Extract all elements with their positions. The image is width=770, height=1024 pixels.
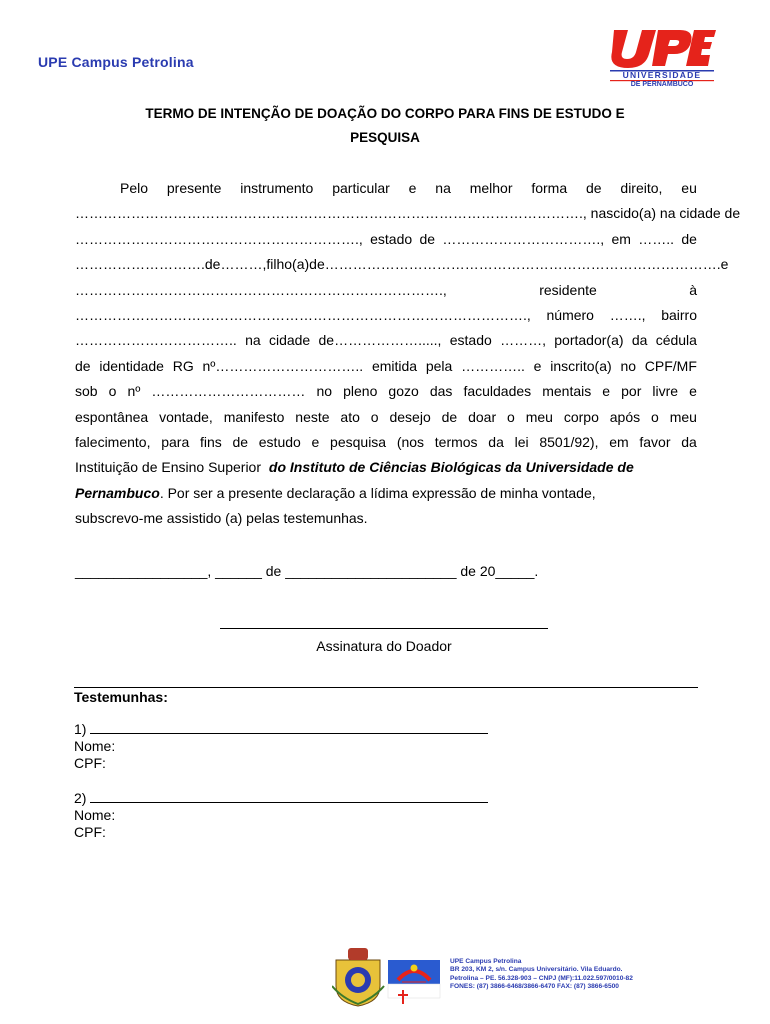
footer-address [450,958,633,991]
body-word: ……., [609,307,646,324]
body-word: por [621,383,642,400]
body-line [75,176,697,201]
body-word: ……………………………………………………………………., [75,281,447,298]
witness-cpf-label: CPF: [74,755,106,771]
body-word: doar [468,408,497,425]
body-word: de [232,434,249,451]
body-word: na [245,332,261,349]
body-word: da [681,434,697,451]
body-word: direito, [620,180,663,196]
body-word: e [408,180,417,196]
body-word: …….. [638,230,675,247]
witnesses-title: Testemunhas: [74,689,168,705]
body-text: Instituição de Ensino Superior [75,459,265,476]
body-word: e [689,383,697,400]
body-word: em [609,434,629,451]
body-word: meu [525,408,553,425]
body-word: favor [639,434,671,451]
body-word: na [435,180,451,196]
date-line: _________________, ______ de ______________________ de 20_____. [75,563,539,579]
body-word: bairro [661,307,697,324]
logo-line1: UNIVERSIDADE [622,70,702,80]
body-word: o [370,408,379,425]
campus-label: UPE Campus Petrolina [38,54,194,70]
section-divider [74,687,698,688]
footer-line1: UPE Campus Petrolina [450,958,522,965]
body-word: ……………………………………………………., [75,230,363,247]
body-line [75,303,697,328]
body-word: de [309,256,325,273]
body-line [75,506,697,531]
coat-of-arms-icon [332,948,384,1006]
body-word: residente [539,281,597,298]
witness-cpf-label: CPF: [74,824,106,840]
body-text: . Por ser a presente declaração a lídima expressão de minha vontade, [159,484,596,501]
pernambuco-flag-icon [388,960,440,998]
footer-emblem [332,946,442,1008]
body-word: estado [449,332,492,349]
body-word: de [204,256,221,273]
body-line [75,481,697,506]
body-word: de………………....., [318,332,442,349]
body-word: sob [75,383,98,400]
body-word: …………………………………………………………………………. [324,256,721,273]
body-word: nº [127,383,141,400]
body-word: emitida [371,357,418,374]
body-word: cidade [268,332,311,349]
body-word: de [441,408,458,425]
body-text: ………………………………………………………………………………………………., nascido(a) na cidade de [75,205,741,222]
body-word: pleno [343,383,378,400]
body-word: no [316,383,333,400]
institution-name: do Instituto de Ciências Biológicas da Universidade de [268,459,634,476]
body-word: forma [531,180,568,196]
upe-logo [608,26,716,86]
body-word: pesquisa [330,434,387,451]
body-paragraph [75,176,741,532]
body-line [75,227,697,252]
body-word: gozo [388,383,419,400]
witness-1 [74,721,488,772]
body-word: livre [652,383,679,400]
institution-name-cont: Pernambuco [75,484,160,501]
body-word: estado [370,230,413,247]
body-word: nº………………………….. [202,357,364,374]
body-word: da [488,434,504,451]
body-word: desejo [389,408,431,425]
body-word: ato [340,408,360,425]
logo-line2: DE PERNAMBUCO [630,81,694,86]
body-word: ………, [500,332,546,349]
body-word: manifesto [223,408,285,425]
body-word: o [507,408,515,425]
body-word: cédula [655,332,697,349]
body-word: de [419,230,436,247]
body-word: o [651,408,659,425]
body-word: em [611,230,631,247]
body-word: número [546,307,594,324]
document-title-line1: TERMO DE INTENÇÃO DE DOAÇÃO DO CORPO PARA FINS DE ESTUDO E [145,106,625,121]
body-line [75,379,697,404]
body-word: das [429,383,453,400]
body-word: ……………………………., [442,230,605,247]
body-word: termos [434,434,478,451]
body-word: …………………………….. [75,332,237,349]
body-word: instrumento [240,180,314,196]
body-word: ……………………………………………………………………………………., [75,307,531,324]
footer-line2: BR 203, KM 2, s/n. Campus Universitário. Vila Eduardo. [450,966,623,974]
body-word: de [585,180,602,196]
signature-line [220,628,548,629]
body-word: o [108,383,117,400]
body-word: da [631,332,648,349]
body-word: e [311,434,320,451]
body-word: mentais [542,383,592,400]
body-word: filho [266,256,293,273]
body-word: no [620,357,637,374]
body-word: ………………………. [75,256,205,273]
body-word: eu [681,180,697,196]
body-word: RG [172,357,194,374]
signature-label: Assinatura do Doador [316,638,452,654]
body-word: de [681,230,697,247]
body-word: melhor [469,180,513,196]
body-word: falecimento, [75,434,151,451]
body-word: particular [332,180,390,196]
body-line [75,354,697,379]
body-word: após [609,408,641,425]
body-text: subscrevo-me assistido (a) pelas testemunhas. [75,510,368,527]
body-word: identidade [99,357,164,374]
body-word: CPF/MF [644,357,697,374]
body-word: à [689,281,697,298]
witness-name-label: Nome: [74,807,116,823]
body-word: inscrito(a) [550,357,612,374]
footer-line4: FONES: (87) 3866-6468/3866-6470 FAX: (87) 3866-6500 [450,982,619,990]
body-word: (a) [292,256,310,273]
body-word: vontade, [159,408,213,425]
body-word: Pelo [120,180,149,196]
footer-line3: Petrolina – PE. 56.328-903 – CNPJ (MF):11.022.597/0010-82 [450,974,633,982]
body-word: presente [166,180,222,196]
document-title-line2: PESQUISA [350,130,420,145]
body-word: para [161,434,190,451]
witness-signature-line [90,790,488,803]
witness-number: 2) [74,790,87,806]
body-word: ………….. [461,357,525,374]
body-word: (nos [396,434,425,451]
witness-name-label: Nome: [74,738,116,754]
body-word: espontânea [75,408,149,425]
body-word: de [75,357,91,374]
body-line [75,252,729,277]
witness-2 [74,790,488,841]
upe-logo-mark [611,30,716,68]
body-line [75,430,697,455]
witness-signature-line [90,721,488,734]
body-word: ………, [220,256,267,273]
body-word: pela [425,357,453,374]
witness-number: 1) [74,721,87,737]
body-line [75,405,697,430]
body-word: e [720,256,729,273]
body-line [75,455,697,480]
body-word: estudo [258,434,301,451]
body-word: meu [669,408,697,425]
body-line [75,328,697,353]
body-word: …………………………… [151,383,306,400]
body-word: portador(a) [554,332,624,349]
body-line [75,201,741,226]
body-word: lei [514,434,529,451]
body-word: corpo [563,408,599,425]
body-word: e [533,357,542,374]
body-word: 8501/92), [539,434,599,451]
body-word: faculdades [463,383,532,400]
body-word: neste [295,408,330,425]
body-word: e [602,383,611,400]
body-word: fins [199,434,222,451]
body-line [75,278,697,303]
